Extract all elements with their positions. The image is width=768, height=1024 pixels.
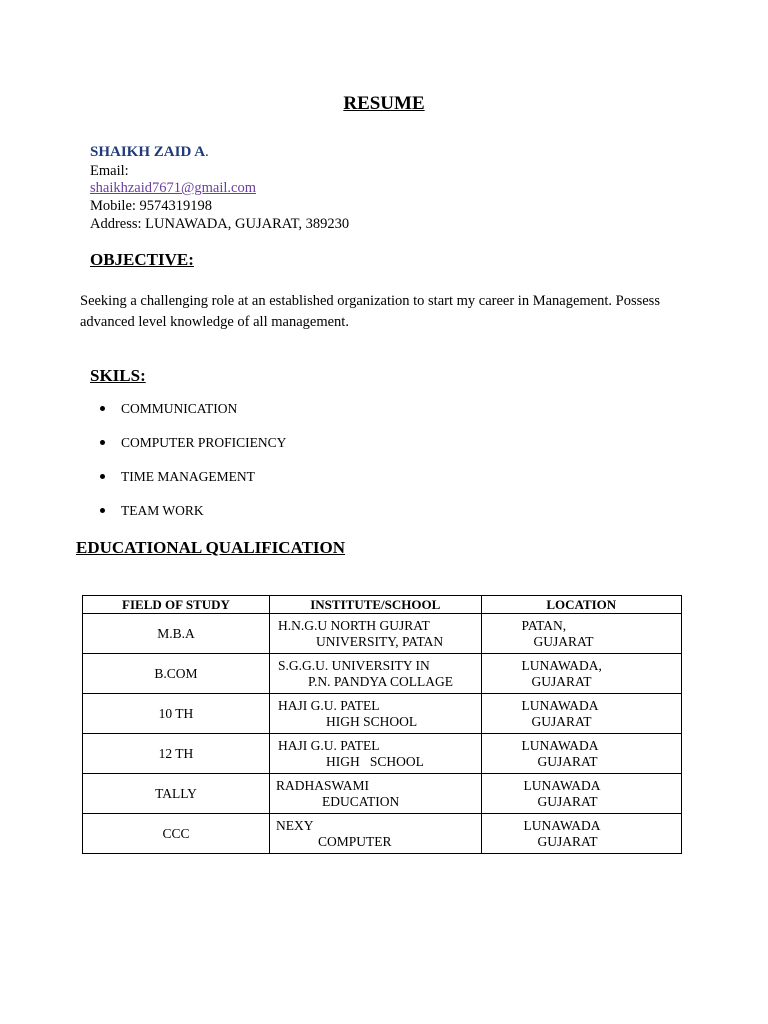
table-header-row bbox=[83, 596, 682, 614]
location-line-1: LUNAWADA bbox=[523, 777, 601, 793]
location-cell bbox=[481, 814, 681, 854]
education-heading: EDUCATIONAL QUALIFICATION bbox=[76, 538, 346, 557]
table-row bbox=[83, 774, 682, 814]
institute-cell bbox=[269, 814, 481, 854]
field-cell: 10 TH bbox=[83, 694, 270, 734]
location-line-2: GUJARAT bbox=[531, 673, 592, 689]
email-link[interactable]: shaikhzaid7671@gmail.com bbox=[90, 180, 256, 196]
field-cell: M.B.A bbox=[83, 614, 270, 654]
institute-line-1: HAJI G.U. PATEL bbox=[277, 737, 380, 753]
table-row bbox=[83, 694, 682, 734]
institute-line-2: COMPUTER bbox=[317, 833, 392, 849]
column-header-location: LOCATION bbox=[481, 596, 681, 614]
location-cell bbox=[481, 694, 681, 734]
field-cell: 12 TH bbox=[83, 734, 270, 774]
location-line-2: GUJARAT bbox=[531, 713, 592, 729]
location-line-1: LUNAWADA bbox=[521, 697, 599, 713]
candidate-name-suffix: . bbox=[205, 144, 209, 160]
table-row bbox=[83, 814, 682, 854]
location-cell bbox=[481, 774, 681, 814]
location-line-2: GUJARAT bbox=[537, 793, 598, 809]
institute-line-2: EDUCATION bbox=[321, 793, 400, 809]
table-row bbox=[83, 614, 682, 654]
field-cell: B.COM bbox=[83, 654, 270, 694]
location-line-2: GUJARAT bbox=[533, 633, 594, 649]
candidate-name-text: SHAIKH ZAID A bbox=[90, 144, 206, 160]
institute-cell bbox=[269, 694, 481, 734]
table-row bbox=[83, 654, 682, 694]
table-row bbox=[83, 734, 682, 774]
institute-line-2: UNIVERSITY, PATAN bbox=[315, 633, 444, 649]
column-header-institute: INSTITUTE/SCHOOL bbox=[269, 596, 481, 614]
email-link-row bbox=[90, 180, 256, 197]
institute-cell bbox=[269, 774, 481, 814]
skill-item: TIME MANAGEMENT bbox=[100, 460, 286, 494]
candidate-name bbox=[90, 144, 209, 161]
location-line-1: LUNAWADA bbox=[521, 737, 599, 753]
institute-cell bbox=[269, 614, 481, 654]
institute-line-2: HIGH SCHOOL bbox=[325, 753, 424, 769]
location-line-1: LUNAWADA, bbox=[521, 657, 602, 673]
location-line-1: PATAN, bbox=[521, 617, 567, 633]
institute-line-1: H.N.G.U NORTH GUJRAT bbox=[277, 617, 430, 633]
institute-line-2: HIGH SCHOOL bbox=[325, 713, 418, 729]
page-title: RESUME bbox=[343, 93, 425, 114]
skill-item: COMPUTER PROFICIENCY bbox=[100, 426, 286, 460]
location-line-1: LUNAWADA bbox=[523, 817, 601, 833]
institute-line-1: NEXY bbox=[275, 817, 314, 833]
objective-heading: OBJECTIVE: bbox=[90, 250, 194, 269]
field-cell: TALLY bbox=[83, 774, 270, 814]
location-cell bbox=[481, 734, 681, 774]
location-cell bbox=[481, 654, 681, 694]
objective-text: Seeking a challenging role at an established organization to start my career in Management. Possess advanced level knowledge of all management. bbox=[80, 293, 660, 330]
skills-heading: SKILS: bbox=[90, 366, 146, 385]
education-table bbox=[82, 595, 682, 854]
skills-list bbox=[100, 392, 286, 528]
location-line-2: GUJARAT bbox=[537, 833, 598, 849]
institute-cell bbox=[269, 654, 481, 694]
mobile-number: Mobile: 9574319198 bbox=[90, 198, 213, 214]
institute-cell bbox=[269, 734, 481, 774]
institute-line-1: HAJI G.U. PATEL bbox=[277, 697, 380, 713]
email-label: Email: bbox=[90, 163, 129, 179]
skill-item: TEAM WORK bbox=[100, 494, 286, 528]
address: Address: LUNAWADA, GUJARAT, 389230 bbox=[90, 216, 350, 232]
institute-line-2: P.N. PANDYA COLLAGE bbox=[307, 673, 453, 689]
column-header-field: FIELD OF STUDY bbox=[83, 596, 270, 614]
institute-line-1: RADHASWAMI bbox=[275, 777, 369, 793]
field-cell: CCC bbox=[83, 814, 270, 854]
location-cell bbox=[481, 614, 681, 654]
location-line-2: GUJARAT bbox=[537, 753, 598, 769]
skill-item: COMMUNICATION bbox=[100, 392, 286, 426]
institute-line-1: S.G.G.U. UNIVERSITY IN bbox=[277, 657, 430, 673]
